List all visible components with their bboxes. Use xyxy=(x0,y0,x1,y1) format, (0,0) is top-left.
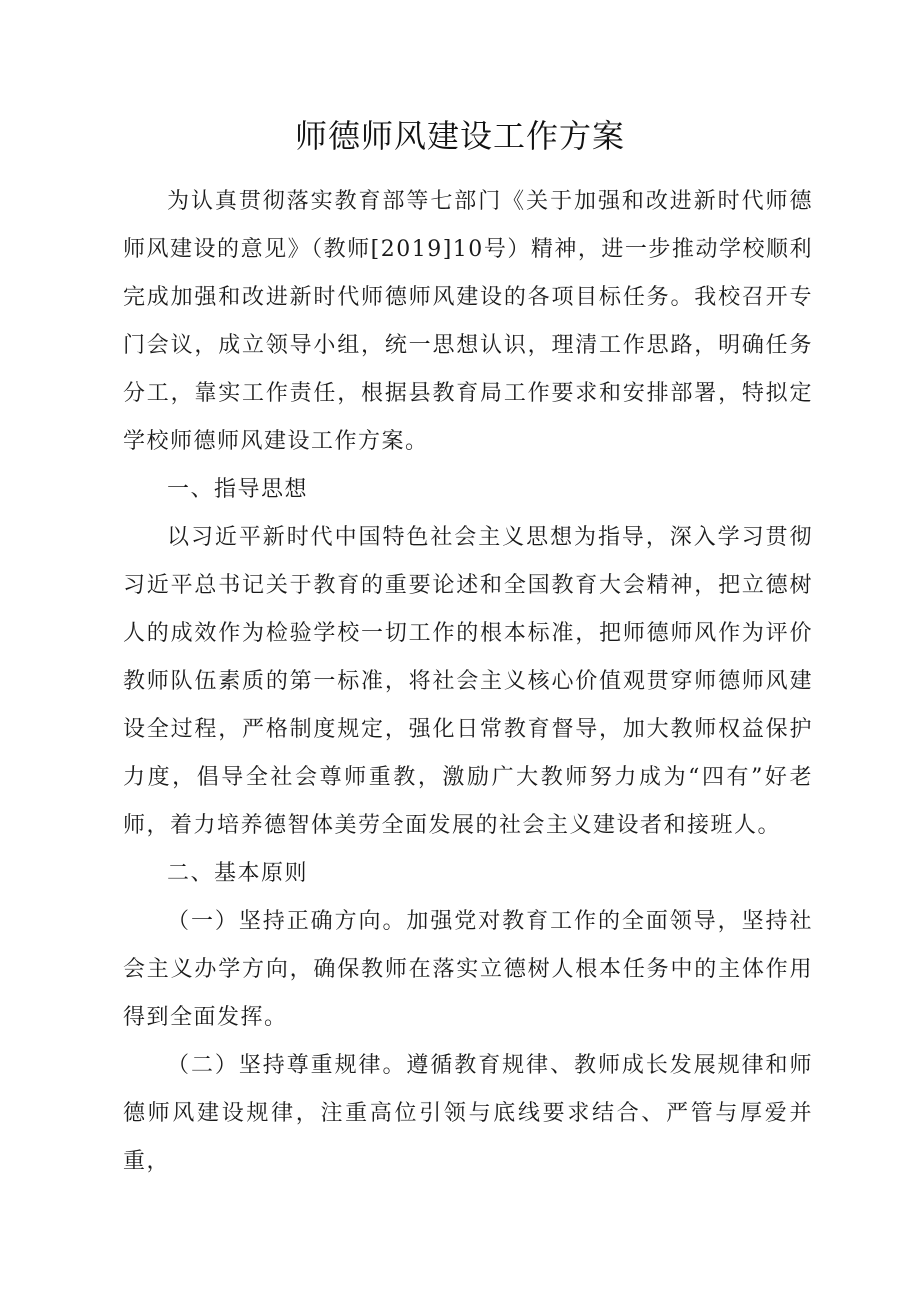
guiding-ideology-paragraph: 以习近平新时代中国特色社会主义思想为指导，深入学习贯彻习近平总书记关于教育的重要论述和全国教育大会精神，把立德树人的成效作为检验学校一切工作的根本标准，把师德师风作为评价教师队伍素质的第一标准，将社会主义核心价值观贯穿师德师风建设全过程，严格制度规定，强化日常教育督导，加大教师权益保护力度，倡导全社会尊师重教，激励广大教师努力成为“四有”好老师，着力培养德智体美劳全面发展的社会主义建设者和接班人。 xyxy=(123,525,813,838)
section-heading-guiding-ideology: 一、指导思想 xyxy=(167,477,309,502)
principle-item-correct-direction: （一）坚持正确方向。加强党对教育工作的全面领导，坚持社会主义办学方向，确保教师在落实立德树人根本任务中的主体作用得到全面发挥。 xyxy=(123,909,813,1030)
principle-item-respect-laws: （二）坚持尊重规律。遵循教育规律、教师成长发展规律和师德师风建设规律，注重高位引领与底线要求结合、严管与厚爱并重， xyxy=(123,1053,813,1174)
section-heading-basic-principles: 二、基本原则 xyxy=(167,861,309,886)
intro-paragraph: 为认真贯彻落实教育部等七部门《关于加强和改进新时代师德师风建设的意见》（教师[2019]10号）精神，进一步推动学校顺利完成加强和改进新时代师德师风建设的各项目标任务。我校召开专门会议，成立领导小组，统一思想认识，理清工作思路，明确任务分工，靠实工作责任，根据县教育局工作要求和安排部署，特拟定学校师德师风建设工作方案。 xyxy=(123,189,813,454)
document-title: 师德师风建设工作方案 xyxy=(294,117,625,155)
document-body xyxy=(123,178,813,1186)
